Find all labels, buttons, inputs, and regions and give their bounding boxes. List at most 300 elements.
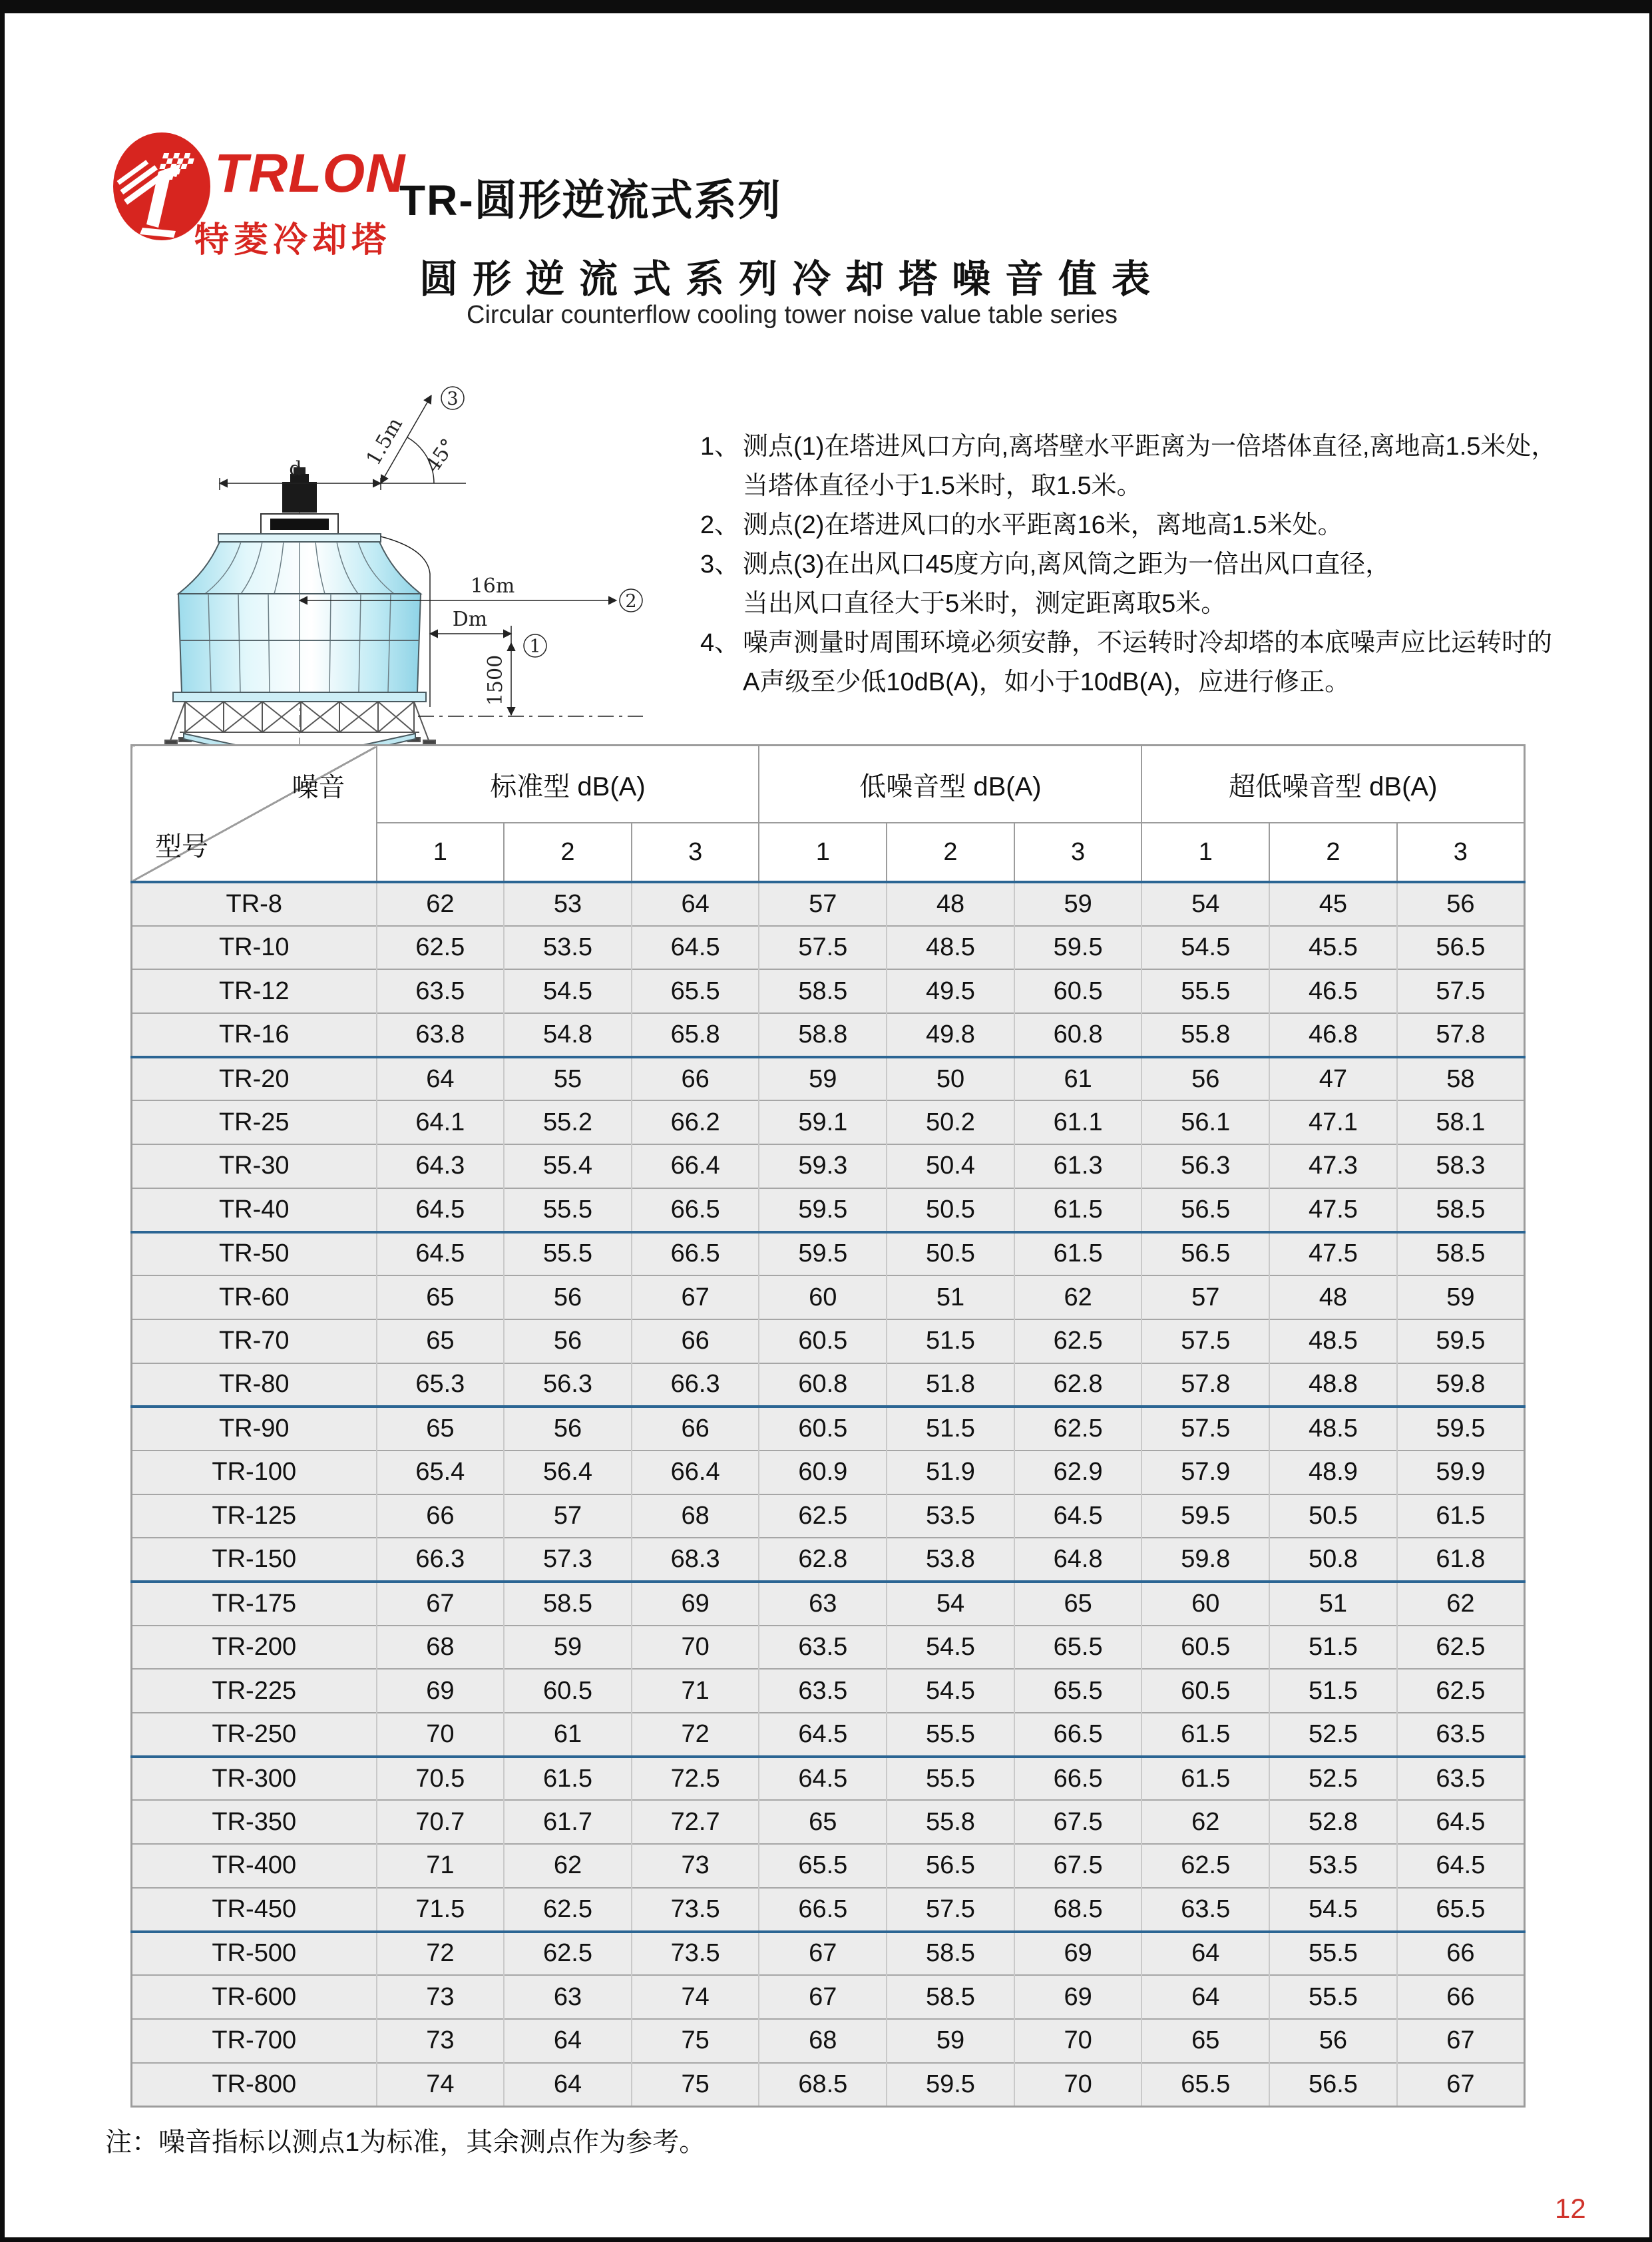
value-cell: 56.1 xyxy=(1141,1100,1269,1144)
subcol-header: 1 xyxy=(759,823,887,882)
value-cell: 64 xyxy=(1141,1975,1269,2019)
value-cell: 71 xyxy=(377,1844,505,1888)
value-cell: 51.5 xyxy=(887,1407,1014,1451)
value-cell: 68 xyxy=(377,1626,505,1670)
model-cell: TR-800 xyxy=(132,2063,377,2107)
value-cell: 65.5 xyxy=(1397,1888,1525,1932)
value-cell: 56 xyxy=(1141,1057,1269,1101)
value-cell: 64.8 xyxy=(1014,1538,1142,1582)
value-cell: 63.5 xyxy=(1141,1888,1269,1932)
value-cell: 55.4 xyxy=(504,1144,632,1188)
value-cell: 64 xyxy=(504,2063,632,2107)
value-cell: 64.5 xyxy=(1397,1844,1525,1888)
value-cell: 59.1 xyxy=(759,1100,887,1144)
value-cell: 63 xyxy=(759,1582,887,1626)
value-cell: 73 xyxy=(632,1844,759,1888)
value-cell: 53.5 xyxy=(887,1494,1014,1538)
value-cell: 64.5 xyxy=(1014,1494,1142,1538)
value-cell: 48.9 xyxy=(1269,1451,1397,1494)
corner-label-noise: 噪音 xyxy=(292,773,345,802)
model-cell: TR-70 xyxy=(132,1319,377,1363)
value-cell: 66.5 xyxy=(1014,1713,1142,1757)
table-row xyxy=(132,1844,1525,1888)
value-cell: 64.5 xyxy=(759,1757,887,1801)
value-cell: 48.5 xyxy=(1269,1407,1397,1451)
note-line xyxy=(700,624,1553,663)
note-text: 测点(3)在出风口45度方向,离风筒之距为一倍出风口直径， xyxy=(743,551,1391,578)
value-cell: 60.5 xyxy=(759,1319,887,1363)
note-text: 当塔体直径小于1.5米时，取1.5米。 xyxy=(743,472,1142,500)
value-cell: 61.7 xyxy=(504,1800,632,1844)
value-cell: 50.8 xyxy=(1269,1538,1397,1582)
value-cell: 55.5 xyxy=(504,1232,632,1276)
value-cell: 57.5 xyxy=(759,926,887,970)
value-cell: 60.8 xyxy=(759,1363,887,1407)
value-cell: 65 xyxy=(377,1275,505,1319)
value-cell: 55.5 xyxy=(1141,969,1269,1013)
value-cell: 57.5 xyxy=(1141,1319,1269,1363)
note-number: 1、 xyxy=(700,433,740,461)
value-cell: 59 xyxy=(1014,882,1142,926)
subcol-header: 2 xyxy=(1269,823,1397,882)
value-cell: 58.5 xyxy=(887,1932,1014,1976)
value-cell: 64 xyxy=(377,1057,505,1101)
value-cell: 54.5 xyxy=(1269,1888,1397,1932)
value-cell: 66.3 xyxy=(632,1363,759,1407)
value-cell: 69 xyxy=(1014,1932,1142,1976)
value-cell: 54.5 xyxy=(504,969,632,1013)
value-cell: 64 xyxy=(1141,1932,1269,1976)
value-cell: 69 xyxy=(1014,1975,1142,2019)
value-cell: 56 xyxy=(504,1407,632,1451)
dim-45deg-label: 45° xyxy=(421,434,461,477)
table-row xyxy=(132,1013,1525,1057)
page-title: 圆形逆流式系列冷却塔噪音值表 xyxy=(419,258,1165,301)
value-cell: 66.5 xyxy=(632,1232,759,1276)
value-cell: 52.5 xyxy=(1269,1757,1397,1801)
value-cell: 51.5 xyxy=(887,1319,1014,1363)
value-cell: 66 xyxy=(1397,1932,1525,1976)
value-cell: 60.5 xyxy=(1141,1669,1269,1713)
value-cell: 56.5 xyxy=(887,1844,1014,1888)
value-cell: 58.5 xyxy=(504,1582,632,1626)
brand-name-cn: 特菱冷却塔 xyxy=(194,221,391,260)
note-line xyxy=(700,584,1546,624)
note-text: 测点(2)在塔进风口的水平距离16米，离地高1.5米处。 xyxy=(743,511,1343,539)
value-cell: 61.5 xyxy=(1141,1713,1269,1757)
value-cell: 61 xyxy=(1014,1057,1142,1101)
value-cell: 61.1 xyxy=(1014,1100,1142,1144)
value-cell: 52.8 xyxy=(1269,1800,1397,1844)
value-cell: 70 xyxy=(1014,2019,1142,2063)
value-cell: 56 xyxy=(504,1275,632,1319)
value-cell: 51 xyxy=(887,1275,1014,1319)
value-cell: 54.8 xyxy=(504,1013,632,1057)
table-footnote: 注：噪音指标以测点1为标准，其余测点作为参考。 xyxy=(105,2128,706,2157)
value-cell: 47.1 xyxy=(1269,1100,1397,1144)
value-cell: 62 xyxy=(504,1844,632,1888)
value-cell: 62.5 xyxy=(504,1888,632,1932)
value-cell: 69 xyxy=(377,1669,505,1713)
value-cell: 61.5 xyxy=(1014,1188,1142,1232)
model-cell: TR-450 xyxy=(132,1888,377,1932)
table-row xyxy=(132,1932,1525,1976)
model-cell: TR-125 xyxy=(132,1494,377,1538)
value-cell: 60.5 xyxy=(1014,969,1142,1013)
value-cell: 55.5 xyxy=(887,1757,1014,1801)
value-cell: 75 xyxy=(632,2063,759,2107)
value-cell: 64 xyxy=(504,2019,632,2063)
value-cell: 62.9 xyxy=(1014,1451,1142,1494)
value-cell: 66 xyxy=(632,1057,759,1101)
measure-point-1: 1 xyxy=(529,636,541,657)
note-line xyxy=(700,506,1546,545)
value-cell: 54.5 xyxy=(1141,926,1269,970)
value-cell: 63 xyxy=(504,1975,632,2019)
value-cell: 55.8 xyxy=(1141,1013,1269,1057)
dim-16m-label: 16m xyxy=(470,574,515,598)
brand-name: TRLON xyxy=(214,143,406,204)
model-cell: TR-150 xyxy=(132,1538,377,1582)
value-cell: 56.4 xyxy=(504,1451,632,1494)
measure-point-3: 3 xyxy=(447,389,459,409)
value-cell: 62 xyxy=(377,882,505,926)
subcol-header: 3 xyxy=(632,823,759,882)
value-cell: 53.8 xyxy=(887,1538,1014,1582)
value-cell: 66.4 xyxy=(632,1144,759,1188)
value-cell: 60 xyxy=(759,1275,887,1319)
value-cell: 66.5 xyxy=(759,1888,887,1932)
value-cell: 45.5 xyxy=(1269,926,1397,970)
table-row xyxy=(132,1582,1525,1626)
value-cell: 71 xyxy=(632,1669,759,1713)
value-cell: 58.5 xyxy=(1397,1188,1525,1232)
value-cell: 72 xyxy=(632,1713,759,1757)
noise-table-body xyxy=(132,882,1525,2106)
value-cell: 58.3 xyxy=(1397,1144,1525,1188)
value-cell: 51.9 xyxy=(887,1451,1014,1494)
subcol-header: 1 xyxy=(1141,823,1269,882)
value-cell: 70.5 xyxy=(377,1757,505,1801)
value-cell: 59 xyxy=(1397,1275,1525,1319)
value-cell: 59.5 xyxy=(759,1232,887,1276)
value-cell: 64.3 xyxy=(377,1144,505,1188)
value-cell: 62 xyxy=(1141,1800,1269,1844)
value-cell: 60.5 xyxy=(504,1669,632,1713)
value-cell: 66.3 xyxy=(377,1538,505,1582)
value-cell: 57 xyxy=(759,882,887,926)
model-cell: TR-10 xyxy=(132,926,377,970)
value-cell: 65.5 xyxy=(632,969,759,1013)
model-cell: TR-175 xyxy=(132,1582,377,1626)
value-cell: 46.5 xyxy=(1269,969,1397,1013)
value-cell: 59.3 xyxy=(759,1144,887,1188)
dim-1-5m-label: 1.5m xyxy=(361,413,407,469)
model-cell: TR-700 xyxy=(132,2019,377,2063)
value-cell: 62.5 xyxy=(1014,1407,1142,1451)
value-cell: 48.5 xyxy=(887,926,1014,970)
value-cell: 46.8 xyxy=(1269,1013,1397,1057)
value-cell: 66.5 xyxy=(1014,1757,1142,1801)
value-cell: 51.5 xyxy=(1269,1626,1397,1670)
value-cell: 60.5 xyxy=(759,1407,887,1451)
value-cell: 47.5 xyxy=(1269,1232,1397,1276)
value-cell: 57.8 xyxy=(1397,1013,1525,1057)
value-cell: 47.3 xyxy=(1269,1144,1397,1188)
model-cell: TR-25 xyxy=(132,1100,377,1144)
value-cell: 58.5 xyxy=(759,969,887,1013)
table-row xyxy=(132,1057,1525,1101)
value-cell: 62.5 xyxy=(1397,1626,1525,1670)
value-cell: 64.1 xyxy=(377,1100,505,1144)
value-cell: 56.5 xyxy=(1269,2063,1397,2107)
value-cell: 72.5 xyxy=(632,1757,759,1801)
table-row xyxy=(132,1626,1525,1670)
value-cell: 55.2 xyxy=(504,1100,632,1144)
model-cell: TR-12 xyxy=(132,969,377,1013)
value-cell: 73 xyxy=(377,2019,505,2063)
table-row xyxy=(132,1669,1525,1713)
value-cell: 70 xyxy=(632,1626,759,1670)
dim-1500-label: 1500 xyxy=(484,654,507,706)
value-cell: 57.3 xyxy=(504,1538,632,1582)
value-cell: 65.8 xyxy=(632,1013,759,1057)
value-cell: 62.5 xyxy=(504,1932,632,1976)
model-cell: TR-20 xyxy=(132,1057,377,1101)
value-cell: 60 xyxy=(1141,1582,1269,1626)
value-cell: 59 xyxy=(504,1626,632,1670)
value-cell: 57 xyxy=(504,1494,632,1538)
group-header-ultra-low-noise: 超低噪音型 dB(A) xyxy=(1141,746,1524,823)
value-cell: 69 xyxy=(632,1582,759,1626)
note-line xyxy=(700,427,1557,467)
table-row xyxy=(132,1275,1525,1319)
cooling-tower-diagram xyxy=(93,333,652,752)
table-row xyxy=(132,1451,1525,1494)
value-cell: 62.5 xyxy=(1014,1319,1142,1363)
value-cell: 67.5 xyxy=(1014,1800,1142,1844)
value-cell: 49.5 xyxy=(887,969,1014,1013)
value-cell: 57.5 xyxy=(1397,969,1525,1013)
subcol-header: 2 xyxy=(887,823,1014,882)
value-cell: 67 xyxy=(1397,2019,1525,2063)
value-cell: 50.5 xyxy=(887,1232,1014,1276)
table-row xyxy=(132,1407,1525,1451)
value-cell: 63.5 xyxy=(1397,1713,1525,1757)
value-cell: 72 xyxy=(377,1932,505,1976)
value-cell: 63.8 xyxy=(377,1013,505,1057)
table-row xyxy=(132,1188,1525,1232)
value-cell: 65 xyxy=(1141,2019,1269,2063)
value-cell: 63.5 xyxy=(377,969,505,1013)
value-cell: 66 xyxy=(377,1494,505,1538)
value-cell: 50.4 xyxy=(887,1144,1014,1188)
series-title: TR-圆形逆流式系列 xyxy=(399,176,782,224)
group-header-low-noise: 低噪音型 dB(A) xyxy=(759,746,1141,823)
table-row xyxy=(132,1757,1525,1801)
note-text: A声级至少低10dB(A)，如小于10dB(A)，应进行修正。 xyxy=(743,668,1350,696)
model-cell: TR-600 xyxy=(132,1975,377,2019)
table-row xyxy=(132,1363,1525,1407)
value-cell: 54.5 xyxy=(887,1669,1014,1713)
dim-d-label: d xyxy=(289,457,302,481)
value-cell: 58.8 xyxy=(759,1013,887,1057)
value-cell: 55.5 xyxy=(504,1188,632,1232)
table-row xyxy=(132,1144,1525,1188)
model-cell: TR-225 xyxy=(132,1669,377,1713)
model-cell: TR-300 xyxy=(132,1757,377,1801)
value-cell: 51 xyxy=(1269,1582,1397,1626)
value-cell: 55.5 xyxy=(1269,1932,1397,1976)
noise-value-table xyxy=(130,744,1526,2108)
value-cell: 59.8 xyxy=(1141,1538,1269,1582)
value-cell: 53.5 xyxy=(1269,1844,1397,1888)
value-cell: 61.5 xyxy=(504,1757,632,1801)
table-row xyxy=(132,1319,1525,1363)
value-cell: 53.5 xyxy=(504,926,632,970)
value-cell: 55.8 xyxy=(887,1800,1014,1844)
value-cell: 60.8 xyxy=(1014,1013,1142,1057)
page-subtitle: Circular counterflow cooling tower noise value table series xyxy=(467,301,1118,329)
value-cell: 56.3 xyxy=(1141,1144,1269,1188)
dim-dm-label: Dm xyxy=(452,608,488,631)
value-cell: 65 xyxy=(759,1800,887,1844)
table-row xyxy=(132,1232,1525,1276)
subcol-header: 2 xyxy=(504,823,632,882)
value-cell: 48.5 xyxy=(1269,1319,1397,1363)
note-text: 当出风口直径大于5米时，测定距离取5米。 xyxy=(743,590,1227,618)
value-cell: 57.5 xyxy=(1141,1407,1269,1451)
value-cell: 53 xyxy=(504,882,632,926)
corner-label-model: 型号 xyxy=(155,832,208,861)
model-cell: TR-60 xyxy=(132,1275,377,1319)
value-cell: 56 xyxy=(1269,2019,1397,2063)
value-cell: 54 xyxy=(1141,882,1269,926)
value-cell: 59.5 xyxy=(1014,926,1142,970)
value-cell: 56.5 xyxy=(1141,1188,1269,1232)
note-number: 2、 xyxy=(700,511,740,539)
value-cell: 67 xyxy=(759,1975,887,2019)
note-number: 4、 xyxy=(700,629,740,657)
value-cell: 70.7 xyxy=(377,1800,505,1844)
value-cell: 59.8 xyxy=(1397,1363,1525,1407)
value-cell: 66 xyxy=(1397,1975,1525,2019)
value-cell: 59.5 xyxy=(887,2063,1014,2107)
value-cell: 59.5 xyxy=(1141,1494,1269,1538)
value-cell: 59.9 xyxy=(1397,1451,1525,1494)
value-cell: 52.5 xyxy=(1269,1713,1397,1757)
value-cell: 61.5 xyxy=(1014,1232,1142,1276)
value-cell: 57.8 xyxy=(1141,1363,1269,1407)
value-cell: 66.5 xyxy=(632,1188,759,1232)
value-cell: 68.3 xyxy=(632,1538,759,1582)
note-text: 噪声测量时周围环境必须安静，不运转时冷却塔的本底噪声应比运转时的 xyxy=(743,629,1553,657)
value-cell: 63.5 xyxy=(759,1626,887,1670)
subcol-header: 3 xyxy=(1014,823,1142,882)
value-cell: 72.7 xyxy=(632,1800,759,1844)
model-cell: TR-8 xyxy=(132,882,377,926)
value-cell: 67 xyxy=(632,1275,759,1319)
value-cell: 74 xyxy=(632,1975,759,2019)
page-number: 12 xyxy=(1555,2193,1586,2224)
value-cell: 62.5 xyxy=(377,926,505,970)
value-cell: 63.5 xyxy=(759,1669,887,1713)
value-cell: 67 xyxy=(377,1582,505,1626)
value-cell: 65 xyxy=(377,1407,505,1451)
value-cell: 62.8 xyxy=(1014,1363,1142,1407)
value-cell: 55.5 xyxy=(887,1713,1014,1757)
value-cell: 59 xyxy=(887,2019,1014,2063)
value-cell: 61.3 xyxy=(1014,1144,1142,1188)
value-cell: 58.5 xyxy=(887,1975,1014,2019)
model-cell: TR-80 xyxy=(132,1363,377,1407)
value-cell: 66.4 xyxy=(632,1451,759,1494)
model-cell: TR-16 xyxy=(132,1013,377,1057)
value-cell: 61.5 xyxy=(1397,1494,1525,1538)
value-cell: 66.2 xyxy=(632,1100,759,1144)
value-cell: 58 xyxy=(1397,1057,1525,1101)
value-cell: 75 xyxy=(632,2019,759,2063)
table-row xyxy=(132,1713,1525,1757)
value-cell: 59.5 xyxy=(1397,1319,1525,1363)
value-cell: 56 xyxy=(1397,882,1525,926)
value-cell: 62 xyxy=(1014,1275,1142,1319)
value-cell: 61 xyxy=(504,1713,632,1757)
value-cell: 59.5 xyxy=(759,1188,887,1232)
value-cell: 70 xyxy=(1014,2063,1142,2107)
value-cell: 64.5 xyxy=(1397,1800,1525,1844)
measure-point-2: 2 xyxy=(625,591,637,612)
value-cell: 65.5 xyxy=(1014,1626,1142,1670)
value-cell: 70 xyxy=(377,1713,505,1757)
value-cell: 68.5 xyxy=(759,2063,887,2107)
value-cell: 65.3 xyxy=(377,1363,505,1407)
value-cell: 62.5 xyxy=(1141,1844,1269,1888)
value-cell: 62.5 xyxy=(1397,1669,1525,1713)
model-cell: TR-200 xyxy=(132,1626,377,1670)
value-cell: 59 xyxy=(759,1057,887,1101)
table-row xyxy=(132,1888,1525,1932)
value-cell: 54 xyxy=(887,1582,1014,1626)
table-row xyxy=(132,969,1525,1013)
value-cell: 57.9 xyxy=(1141,1451,1269,1494)
note-line xyxy=(700,545,1546,584)
value-cell: 50.5 xyxy=(887,1188,1014,1232)
value-cell: 50.5 xyxy=(1269,1494,1397,1538)
value-cell: 56.3 xyxy=(504,1363,632,1407)
value-cell: 73.5 xyxy=(632,1888,759,1932)
value-cell: 57 xyxy=(1141,1275,1269,1319)
note-number: 3、 xyxy=(700,551,740,578)
value-cell: 62.8 xyxy=(759,1538,887,1582)
model-cell: TR-250 xyxy=(132,1713,377,1757)
value-cell: 67 xyxy=(759,1932,887,1976)
model-cell: TR-50 xyxy=(132,1232,377,1276)
value-cell: 45 xyxy=(1269,882,1397,926)
value-cell: 65.5 xyxy=(1014,1669,1142,1713)
model-cell: TR-40 xyxy=(132,1188,377,1232)
value-cell: 64.5 xyxy=(759,1713,887,1757)
value-cell: 66 xyxy=(632,1319,759,1363)
value-cell: 54.5 xyxy=(887,1626,1014,1670)
value-cell: 48 xyxy=(1269,1275,1397,1319)
group-header-standard: 标准型 dB(A) xyxy=(377,746,759,823)
table-row xyxy=(132,1100,1525,1144)
value-cell: 64.5 xyxy=(377,1188,505,1232)
value-cell: 51.5 xyxy=(1269,1669,1397,1713)
value-cell: 51.8 xyxy=(887,1363,1014,1407)
value-cell: 74 xyxy=(377,2063,505,2107)
